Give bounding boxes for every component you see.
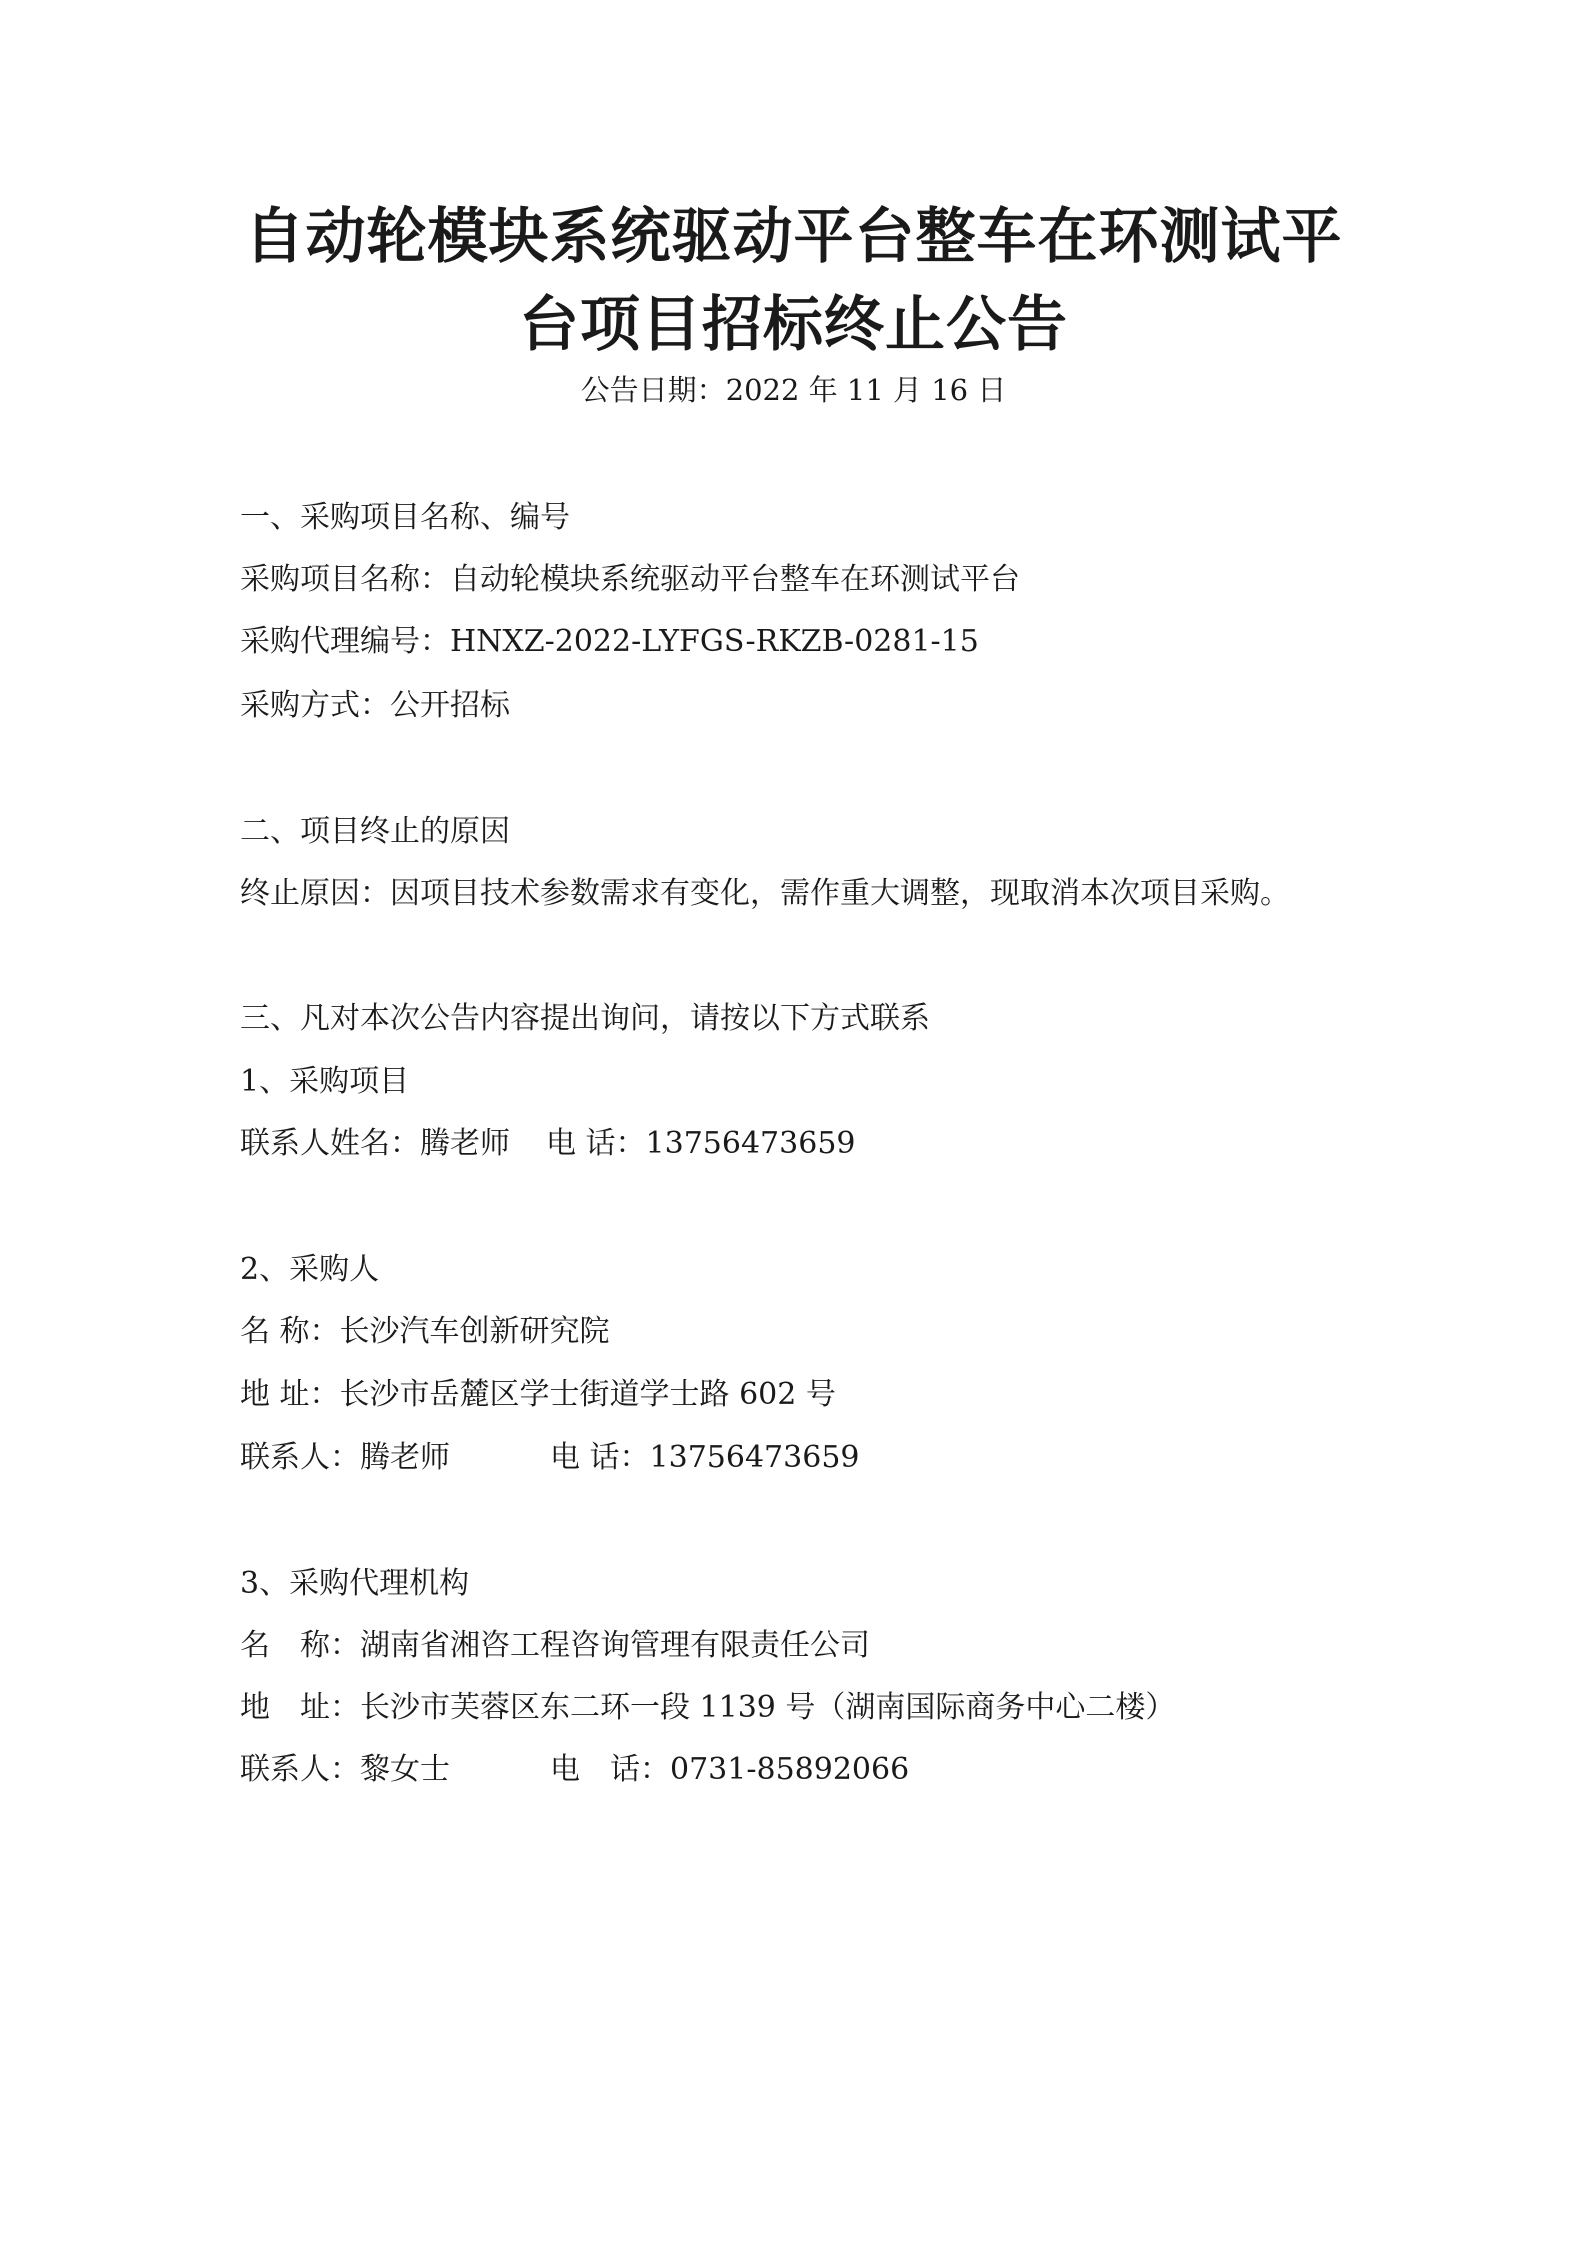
sub2-address: 地 址：长沙市岳麓区学士街道学士路 602 号 bbox=[240, 1377, 836, 1412]
sub2-heading: 2、采购人 bbox=[240, 1252, 380, 1287]
sub3-name: 名 称：湖南省湘咨工程咨询管理有限责任公司 bbox=[240, 1628, 870, 1663]
project-name: 采购项目名称：自动轮模块系统驱动平台整车在环测试平台 bbox=[240, 562, 1020, 597]
document-title-line2: 台项目招标终止公告 bbox=[519, 290, 1068, 360]
sub1-contact-row bbox=[240, 1122, 856, 1166]
section1-heading: 一、采购项目名称、编号 bbox=[240, 500, 570, 535]
sub3-phone: 电 话：0731-85892066 bbox=[550, 1752, 910, 1787]
sub1-heading: 1、采购项目 bbox=[240, 1064, 410, 1099]
section3-heading: 三、凡对本次公告内容提出询问，请按以下方式联系 bbox=[240, 1001, 930, 1036]
sub1-contact: 联系人姓名：腾老师 bbox=[240, 1126, 510, 1161]
sub2-contact-row bbox=[240, 1436, 860, 1480]
termination-reason: 终止原因：因项目技术参数需求有变化，需作重大调整，现取消本次项目采购。 bbox=[240, 876, 1290, 911]
section2-heading: 二、项目终止的原因 bbox=[240, 814, 510, 849]
sub2-name: 名 称：长沙汽车创新研究院 bbox=[240, 1314, 610, 1349]
sub3-contact: 联系人：黎女士 bbox=[240, 1752, 450, 1787]
sub1-phone: 电 话：13756473659 bbox=[546, 1126, 856, 1161]
sub3-address: 地 址：长沙市芙蓉区东二环一段 1139 号（湖南国际商务中心二楼） bbox=[240, 1690, 1176, 1725]
sub3-contact-row bbox=[240, 1748, 909, 1792]
procurement-method: 采购方式：公开招标 bbox=[240, 688, 510, 723]
sub2-contact: 联系人：腾老师 bbox=[240, 1440, 450, 1475]
document-title-line1: 自动轮模块系统驱动平台整车在环测试平 bbox=[244, 202, 1343, 272]
sub2-phone: 电 话：13756473659 bbox=[550, 1440, 860, 1475]
announcement-date: 公告日期：2022 年 11 月 16 日 bbox=[580, 373, 1007, 407]
sub3-heading: 3、采购代理机构 bbox=[240, 1566, 470, 1601]
agency-code: 采购代理编号：HNXZ-2022-LYFGS-RKZB-0281-15 bbox=[240, 624, 979, 659]
